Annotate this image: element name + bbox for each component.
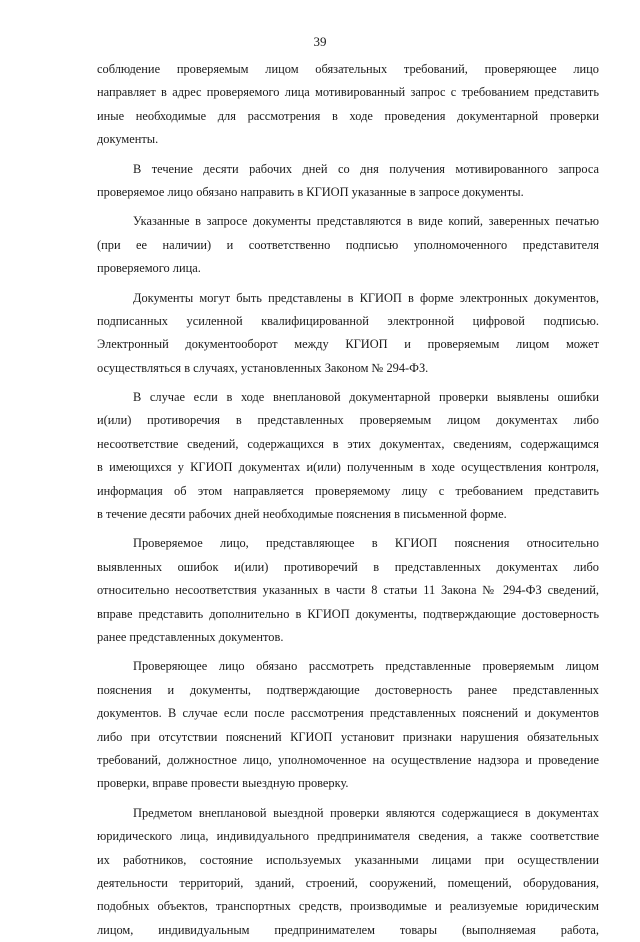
text-line: и(или) противоречия в представленных проверяемым лицом документах либо — [97, 413, 599, 428]
text-line: В случае если в ходе внеплановой документарной проверки выявлены ошибки — [133, 390, 599, 405]
text-line: проверяемого лица. — [97, 261, 201, 276]
paragraph — [97, 287, 599, 381]
text-line: относительно несоответствия указанных в части 8 статьи 11 Закона № 294-ФЗ сведений, — [97, 583, 599, 598]
paragraph — [97, 158, 599, 205]
paragraph — [97, 532, 599, 649]
text-line: иные необходимые для рассмотрения в ходе проведения документарной проверки — [97, 108, 599, 123]
text-line: (при ее наличии) и соответственно подписью уполномоченного представителя — [97, 237, 599, 252]
text-line: ранее представленных документов. — [97, 629, 284, 644]
text-line: требований, должностное лицо, уполномоченное на осуществление надзора и проведение — [97, 752, 599, 767]
text-line: в имеющихся у КГИОП документах и(или) полученным в ходе осуществления контроля, — [97, 460, 599, 475]
text-line: в течение десяти рабочих дней необходимые пояснения в письменной форме. — [97, 507, 507, 522]
text-line: лицом, индивидуальным предпринимателем товары (выполняемая работа, — [97, 922, 599, 937]
text-line: информация об этом направляется проверяемому лицу с требованием представить — [97, 483, 599, 498]
text-line: деятельности территорий, зданий, строений, сооружений, помещений, оборудования, — [97, 875, 599, 890]
text-line: Проверяемое лицо, представляющее в КГИОП пояснения относительно — [133, 536, 599, 551]
text-line: юридического лица, индивидуального предпринимателя сведения, а также соответствие — [97, 829, 599, 844]
paragraph — [97, 386, 599, 526]
paragraph — [97, 802, 599, 942]
text-line: направляет в адрес проверяемого лица мотивированный запрос с требованием представить — [97, 85, 599, 100]
text-line: пояснения и документы, подтверждающие достоверность ранее представленных — [97, 682, 599, 697]
text-line: Проверяющее лицо обязано рассмотреть представленные проверяемым лицом — [133, 659, 599, 674]
text-line: подписанных усиленной квалифицированной электронной цифровой подписью. — [97, 313, 599, 328]
text-line: либо при отсутствии пояснений КГИОП установит признаки нарушения обязательных — [97, 729, 599, 744]
text-line: Документы могут быть представлены в КГИОП в форме электронных документов, — [133, 290, 599, 305]
text-line: соблюдение проверяемым лицом обязательных требований, проверяющее лицо — [97, 62, 599, 76]
text-line: осуществляться в случаях, установленных Законом № 294-ФЗ. — [97, 360, 429, 375]
text-line: выявленных ошибок и(или) противоречий в представленных документах либо — [97, 559, 599, 574]
text-line: Указанные в запросе документы представляются в виде копий, заверенных печатью — [133, 214, 599, 229]
text-line: несоответствие сведений, содержащихся в этих документах, сведениям, содержащимся — [97, 436, 599, 451]
document-body — [97, 58, 599, 942]
text-line: документы. — [97, 132, 159, 147]
text-line: их работников, состояние используемых указанными лицами при осуществлении — [97, 852, 599, 867]
text-line: документов. В случае если после рассмотрения представленных пояснений и документов — [97, 706, 599, 721]
text-line: вправе представить дополнительно в КГИОП документы, подтверждающие достоверность — [97, 606, 599, 621]
text-line: подобных объектов, транспортных средств, производимые и реализуемые юридическим — [97, 899, 599, 914]
text-line: проверки, вправе провести выездную проверку. — [97, 776, 349, 791]
text-line: проверяемое лицо обязано направить в КГИОП указанные в запросе документы. — [97, 184, 524, 199]
page-number: 39 — [313, 34, 327, 49]
paragraph — [97, 655, 599, 795]
paragraph — [97, 58, 599, 152]
text-line: Предметом внеплановой выездной проверки являются содержащиеся в документах — [133, 805, 599, 820]
text-line: В течение десяти рабочих дней со дня получения мотивированного запроса — [133, 161, 599, 176]
text-line: Электронный документооборот между КГИОП и проверяемым лицом может — [97, 337, 599, 352]
paragraph — [97, 210, 599, 280]
